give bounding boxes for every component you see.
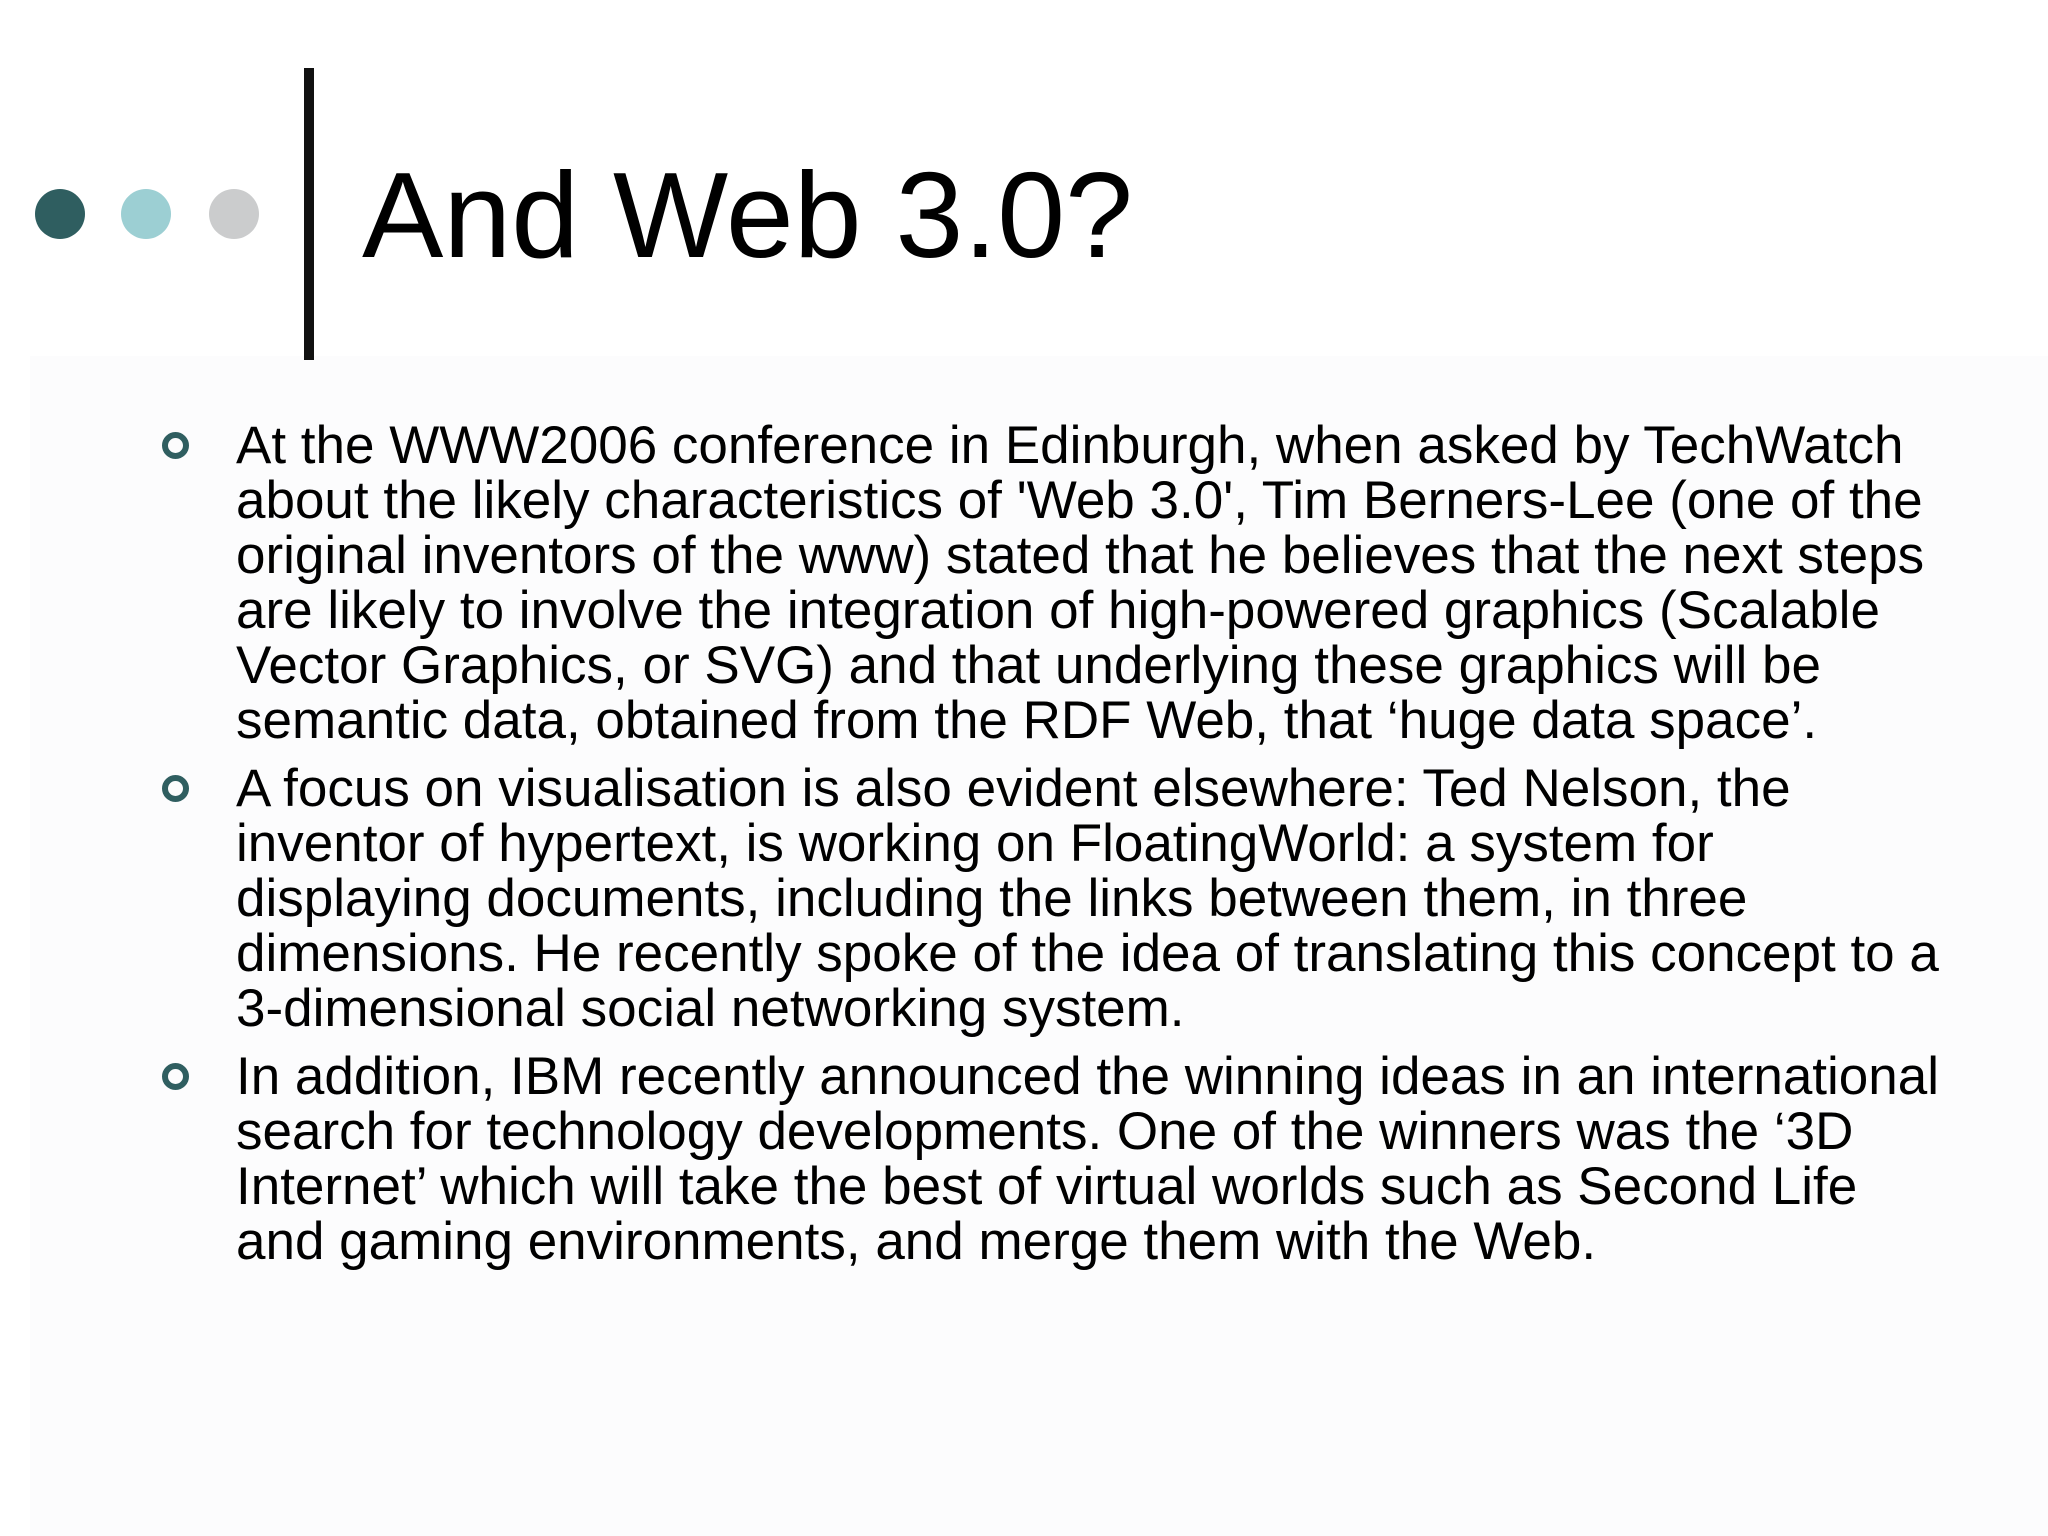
- hollow-circle-bullet-icon: [162, 775, 189, 802]
- bullet-text-visualisation: A focus on visualisation is also evident elsewhere: Ted Nelson, the inventor of hypertext, is working on FloatingWorld: a system for displaying documents, including the links between them, in three dimensions. He recently spoke of the idea of translating this concept to a 3-dimensional social networking system.: [236, 759, 1939, 1038]
- light-teal-dot-icon: [121, 189, 171, 239]
- bullet-text-www2006: At the WWW2006 conference in Edinburgh, when asked by TechWatch about the likely characteristics of 'Web 3.0', Tim Berners-Lee (one of the original inventors of the www) stated that he believes that the next steps are likely to involve the integration of high-powered graphics (Scalable Vector Graphics, or SVG) and that underlying these graphics will be semantic data, obtained from the RDF Web, that ‘huge data space’.: [236, 416, 1925, 750]
- hollow-circle-bullet-icon: [162, 432, 189, 459]
- bullet-item-visualisation: [150, 761, 1940, 1036]
- light-gray-dot-icon: [209, 189, 259, 239]
- title-vertical-divider: [304, 68, 314, 360]
- slide-title: And Web 3.0?: [362, 147, 1133, 283]
- bullet-list: [150, 418, 1940, 1282]
- bullet-text-ibm-3d-internet: In addition, IBM recently announced the winning ideas in an international search for technology developments. One of the winners was the ‘3D Internet’ which will take the best of virtual worlds such as Second Life and gaming environments, and merge them with the Web.: [236, 1047, 1940, 1271]
- dark-teal-dot-icon: [35, 189, 85, 239]
- hollow-circle-bullet-icon: [162, 1063, 189, 1090]
- bullet-item-ibm-3d-internet: [150, 1049, 1940, 1269]
- bullet-item-www2006: [150, 418, 1940, 748]
